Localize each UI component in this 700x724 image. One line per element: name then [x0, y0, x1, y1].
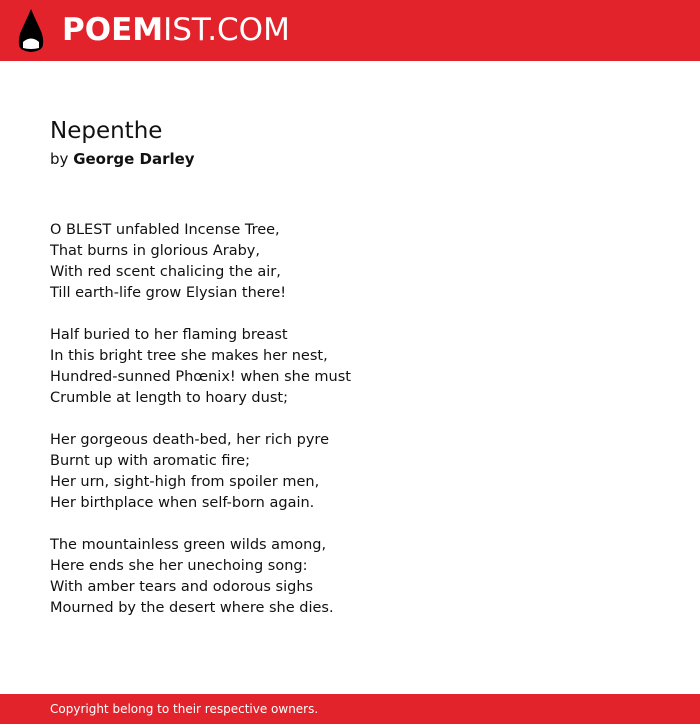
poem-title: Nepenthe: [50, 118, 163, 144]
site-logo[interactable]: [62, 12, 290, 48]
poem-line: Here ends she her unechoing song:: [50, 558, 308, 574]
stanza: [50, 535, 670, 619]
poem-line: The mountainless green wilds among,: [50, 537, 327, 553]
author-name: George Darley: [73, 150, 195, 168]
poem-line: Half buried to her flaming breast: [50, 327, 288, 343]
poem-body: [50, 220, 670, 640]
poem-line: With red scent chalicing the air,: [50, 264, 281, 280]
poem-line: Burnt up with aromatic fire;: [50, 453, 250, 469]
stanza: [50, 220, 670, 304]
poem-line: With amber tears and odorous sighs: [50, 579, 314, 595]
poem-line: Her birthplace when self-born again.: [50, 495, 315, 511]
byline: [50, 150, 195, 169]
site-header: [0, 0, 700, 61]
poem-line: Her gorgeous death-bed, her rich pyre: [50, 432, 329, 448]
poem-line: In this bright tree she makes her nest,: [50, 348, 328, 364]
poem-line: O BLEST unfabled Incense Tree,: [50, 222, 280, 238]
logo-light-text: IST.COM: [163, 12, 290, 48]
stanza: [50, 325, 670, 409]
by-label: by: [50, 150, 69, 168]
stanza: [50, 430, 670, 514]
copyright-notice: Copyright belong to their respective owners.: [50, 702, 319, 716]
poem-line: That burns in glorious Araby,: [50, 243, 260, 259]
poem-line: Crumble at length to hoary dust;: [50, 390, 288, 406]
pencil-tip-icon[interactable]: [18, 9, 44, 52]
poem-line: Hundred-sunned Phœnix! when she must: [50, 369, 351, 385]
poem-line: Her urn, sight-high from spoiler men,: [50, 474, 320, 490]
logo-bold-text: POEM: [62, 12, 164, 48]
site-footer: [0, 694, 700, 724]
poem-line: Till earth-life grow Elysian there!: [50, 285, 287, 301]
poem-line: Mourned by the desert where she dies.: [50, 600, 334, 616]
